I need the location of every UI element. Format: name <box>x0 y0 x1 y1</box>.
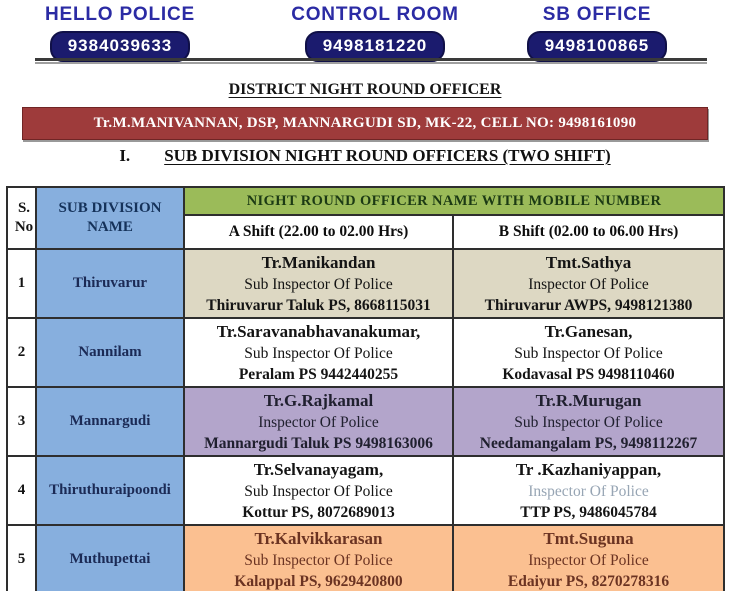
contact-control-room <box>275 4 475 62</box>
district-officer-heading-text: DISTRICT NIGHT ROUND OFFICER <box>228 81 502 98</box>
officer-name: Tr.Selvanayagam, <box>253 460 384 479</box>
contact-sb-office <box>497 4 697 62</box>
table-row <box>7 249 724 318</box>
table-body <box>7 249 724 591</box>
officer-rank: Inspector Of Police <box>258 414 379 431</box>
officer-station: Needamangalam PS, 9498112267 <box>479 435 698 452</box>
sno-cell: 5 <box>7 525 36 591</box>
contact-number-pill: 9384039633 <box>50 31 191 62</box>
sno-cell: 3 <box>7 387 36 456</box>
officer-name: Tr.Saravanabhavanakumar, <box>216 322 421 341</box>
officer-cell-b-shift <box>453 387 724 456</box>
table-row <box>7 525 724 591</box>
subdivision-cell: Muthupettai <box>36 525 184 591</box>
subdivision-header: SUB DIVISION NAME <box>36 187 184 249</box>
table-row <box>7 387 724 456</box>
officer-station: Mannargudi Taluk PS 9498163006 <box>204 435 433 452</box>
dsp-banner-text: Tr.M.MANIVANNAN, DSP, MANNARGUDI SD, MK-22, CELL NO: 9498161090 <box>93 115 637 131</box>
officer-rank: Sub Inspector Of Police <box>244 276 393 293</box>
officer-station: TTP PS, 9486045784 <box>520 504 657 521</box>
district-officer-heading <box>0 81 730 99</box>
section-numeral: I. <box>119 146 131 165</box>
contact-number-pill: 9498181220 <box>305 31 446 62</box>
officer-station: Kalappal PS, 9629420800 <box>234 573 403 590</box>
officer-station: Kottur PS, 8072689013 <box>242 504 395 521</box>
dsp-banner <box>22 107 708 140</box>
section-heading <box>0 146 730 166</box>
officer-station: Thiruvarur Taluk PS, 8668115031 <box>206 297 431 314</box>
officer-cell-a-shift <box>184 456 453 525</box>
section-title: SUB DIVISION NIGHT ROUND OFFICERS (TWO SHIFT) <box>164 146 611 165</box>
sno-cell: 1 <box>7 249 36 318</box>
contact-hello-police <box>20 4 220 62</box>
subdivision-cell: Mannargudi <box>36 387 184 456</box>
contact-label: SB OFFICE <box>542 4 652 25</box>
officer-name: Tr .Kazhaniyappan, <box>515 460 662 479</box>
officer-station: Peralam PS 9442440255 <box>238 366 399 383</box>
sno-cell: 2 <box>7 318 36 387</box>
officer-station: Thiruvarur AWPS, 9498121380 <box>484 297 693 314</box>
officer-name: Tmt.Sathya <box>545 253 632 272</box>
officer-cell-a-shift <box>184 249 453 318</box>
officer-rank: Sub Inspector Of Police <box>244 345 393 362</box>
a-shift-header: A Shift (22.00 to 02.00 Hrs) <box>184 215 453 249</box>
officer-cell-a-shift <box>184 525 453 591</box>
officer-rank: Sub Inspector Of Police <box>514 414 663 431</box>
officer-cell-b-shift <box>453 525 724 591</box>
officer-rank: Sub Inspector Of Police <box>244 483 393 500</box>
sno-header-line2: No <box>14 219 34 235</box>
officer-name: Tr.R.Murugan <box>535 391 642 410</box>
officer-rank: Inspector Of Police <box>528 483 649 500</box>
table-row <box>7 318 724 387</box>
officer-name: Tr.Ganesan, <box>544 322 633 341</box>
officer-cell-b-shift <box>453 456 724 525</box>
header-row-1 <box>7 187 724 215</box>
subdivision-cell: Nannilam <box>36 318 184 387</box>
horizontal-divider <box>35 58 707 64</box>
officer-rank: Sub Inspector Of Police <box>514 345 663 362</box>
officer-name: Tr.Manikandan <box>261 253 376 272</box>
contact-label: HELLO POLICE <box>45 4 195 25</box>
sno-cell: 4 <box>7 456 36 525</box>
officer-station: Edaiyur PS, 8270278316 <box>507 573 670 590</box>
officer-rank: Inspector Of Police <box>528 276 649 293</box>
sno-header <box>7 187 36 249</box>
officer-cell-b-shift <box>453 318 724 387</box>
contact-label: CONTROL ROOM <box>291 4 459 25</box>
officer-cell-a-shift <box>184 387 453 456</box>
officer-name: Tr.G.Rajkamal <box>263 391 374 410</box>
officer-cell-b-shift <box>453 249 724 318</box>
contact-number-pill: 9498100865 <box>527 31 668 62</box>
officer-rank: Sub Inspector Of Police <box>244 552 393 569</box>
officer-rank: Inspector Of Police <box>528 552 649 569</box>
officer-band-header: NIGHT ROUND OFFICER NAME WITH MOBILE NUMBER <box>184 187 724 215</box>
sno-header-line1: S. <box>17 200 31 216</box>
table-row <box>7 456 724 525</box>
officer-name: Tmt.Suguna <box>543 529 634 548</box>
officer-name: Tr.Kalvikkarasan <box>254 529 383 548</box>
officer-roster-table <box>6 186 725 591</box>
subdivision-cell: Thiruvarur <box>36 249 184 318</box>
b-shift-header: B Shift (02.00 to 06.00 Hrs) <box>453 215 724 249</box>
subdivision-cell: Thiruthuraipoondi <box>36 456 184 525</box>
officer-station: Kodavasal PS 9498110460 <box>502 366 675 383</box>
officer-cell-a-shift <box>184 318 453 387</box>
